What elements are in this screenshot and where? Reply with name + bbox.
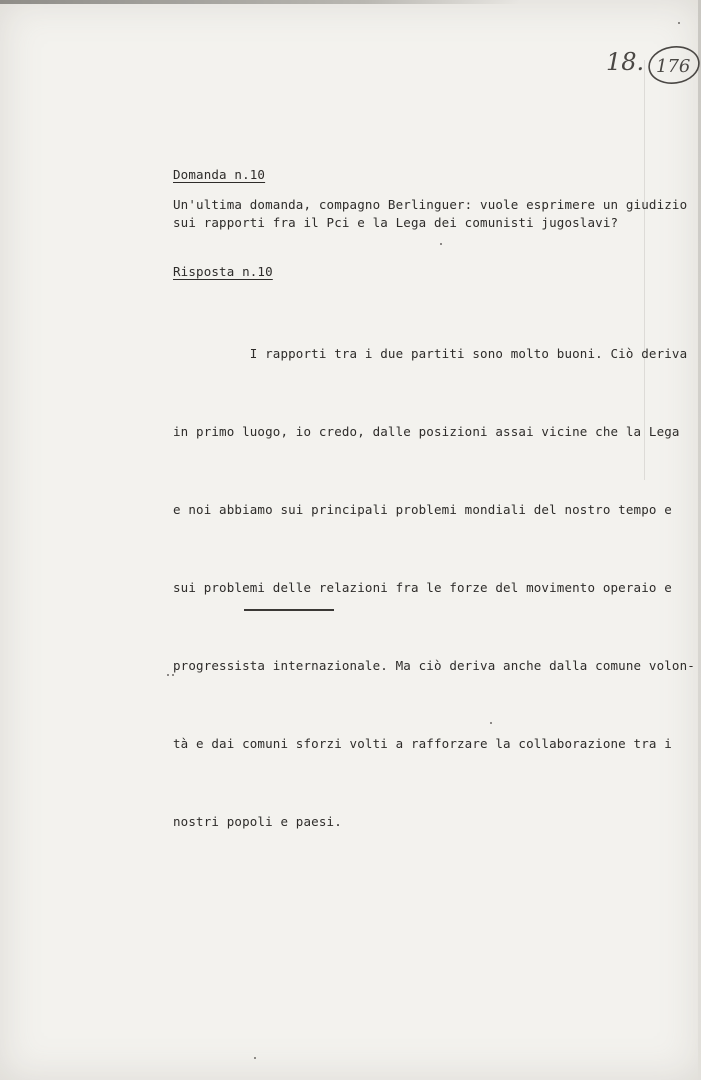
question-heading: Domanda n.10 [173, 167, 266, 182]
scan-speck [167, 674, 169, 676]
answer-line: tà e dai comuni sforzi volti a rafforzare la collaborazione tra i [173, 736, 672, 751]
answer-line: e noi abbiamo sui principali problemi mondiali del nostro tempo e [173, 502, 672, 517]
scan-speck [440, 243, 442, 245]
end-rule [244, 609, 334, 611]
scan-top-edge [0, 0, 520, 4]
answer-line: sui problemi delle relazioni fra le forze del movimento operaio e [173, 580, 672, 595]
question-text [173, 196, 687, 232]
scan-speck [490, 722, 492, 724]
page-number-written: 18. [606, 48, 645, 76]
answer-line: I rapporti tra i due partiti sono molto buoni. Ciò deriva [173, 346, 688, 361]
answer-text [173, 289, 695, 887]
answer-heading: Risposta n.10 [173, 264, 273, 279]
page-number-circled: 176 [656, 56, 691, 77]
question-line: Un'ultima domanda, compagno Berlinguer: vuole esprimere un giudizio [173, 197, 688, 212]
handwritten-page-number [600, 40, 700, 90]
question-line: sui rapporti fra il Pci e la Lega dei comunisti jugoslavi? [173, 215, 619, 230]
scan-speck [172, 674, 174, 676]
answer-line: in primo luogo, io credo, dalle posizioni assai vicine che la Lega [173, 424, 680, 439]
answer-line: nostri popoli e paesi. [173, 814, 342, 829]
scan-speck [678, 22, 680, 24]
answer-line: progressista internazionale. Ma ciò deriva anche dalla comune volon- [173, 658, 695, 673]
scan-speck [254, 1057, 256, 1059]
handwritten-page-number-drawing [600, 40, 700, 90]
